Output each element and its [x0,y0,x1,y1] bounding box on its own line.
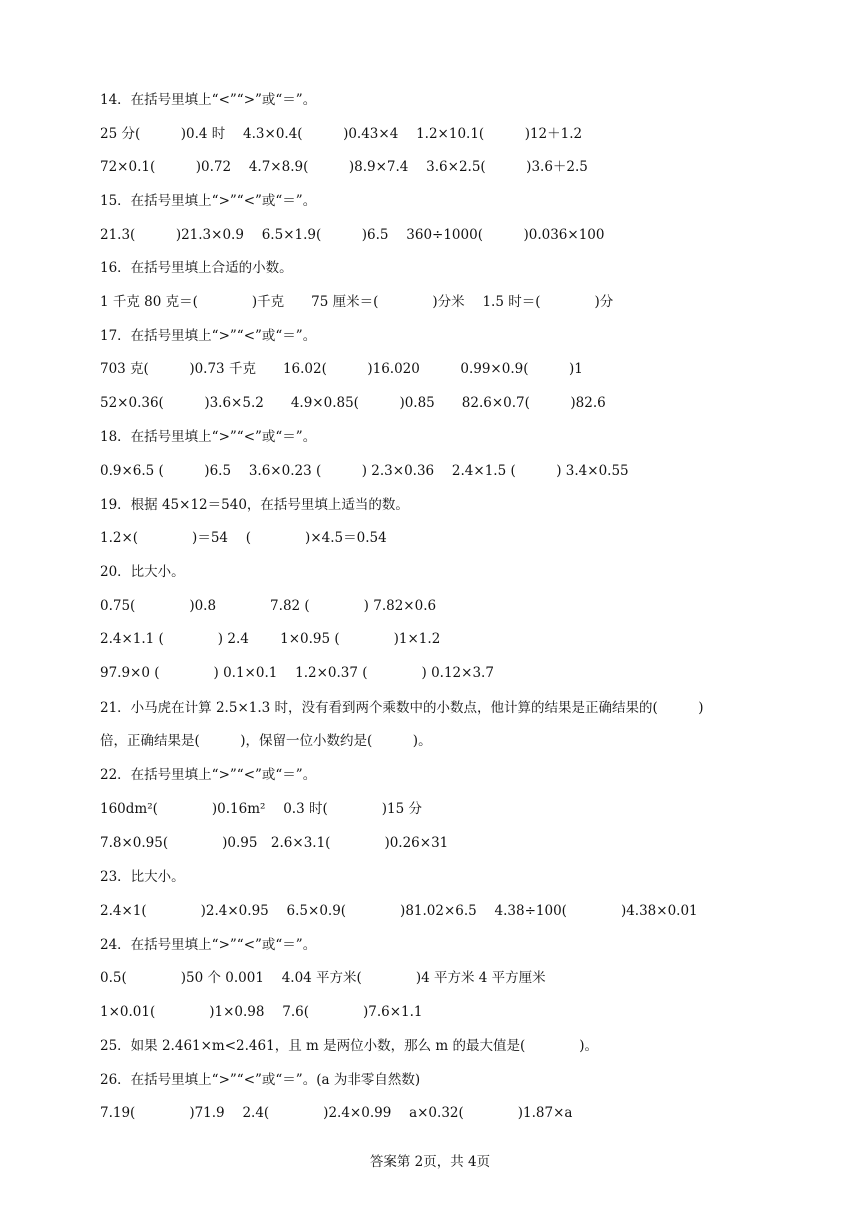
q19-row-1: 1.2×( )＝54 ( )×4.5＝0.54 [100,530,387,546]
q14-title: 14．在括号里填上“<”“>”或“＝”。 [100,92,317,108]
q20-row-1: 0.75( )0.8 7.82 ( ) 7.82×0.6 [100,598,437,614]
page-footer: 答案第 2页，共 4页 [369,1154,491,1170]
q21-text-line-2: 倍，正确结果是( )，保留一位小数约是( )。 [100,733,432,749]
q23-title: 23．比大小。 [100,869,185,885]
q17-row-1: 703 克( )0.73 千克 16.02( )16.020 0.99×0.9( )1 [100,361,583,377]
q21-text-line-1: 21．小马虎在计算 2.5×1.3 时，没有看到两个乘数中的小数点，他计算的结果是正确结果的( ) [100,700,704,716]
q22-row-2: 7.8×0.95( )0.95 2.6×3.1( )0.26×31 [100,835,449,851]
q26-row-1: 7.19( )71.9 2.4( )2.4×0.99 a×0.32( )1.87×a [100,1105,573,1121]
q20-row-3: 97.9×0 ( ) 0.1×0.1 1.2×0.37 ( ) 0.12×3.7 [100,665,494,681]
q24-row-1: 0.5( )50 个 0.001 4.04 平方米( )4 平方米 4 平方厘米 [100,970,546,986]
q17-title: 17．在括号里填上“>”“<”或“＝”。 [100,328,317,344]
q20-title: 20．比大小。 [100,564,185,580]
q16-row-1: 1 千克 80 克＝( )千克 75 厘米＝( )分米 1.5 时＝( )分 [100,294,614,310]
q24-row-2: 1×0.01( )1×0.98 7.6( )7.6×1.1 [100,1004,423,1020]
q24-title: 24．在括号里填上“>”“<”或“＝”。 [100,937,317,953]
q15-title: 15．在括号里填上“>”“<”或“＝”。 [100,193,317,209]
q22-title: 22．在括号里填上“>”“<”或“＝”。 [100,767,317,783]
q16-title: 16．在括号里填上合适的小数。 [100,260,293,276]
q17-row-2: 52×0.36( )3.6×5.2 4.9×0.85( )0.85 82.6×0.7( )82.6 [100,395,606,411]
q20-row-2: 2.4×1.1 ( ) 2.4 1×0.95 ( )1×1.2 [100,631,441,647]
q22-row-1: 160dm²( )0.16m² 0.3 时( )15 分 [100,801,422,817]
q25-text: 25．如果 2.461×m<2.461，且 m 是两位小数，那么 m 的最大值是( )。 [100,1038,598,1054]
q15-row-1: 21.3( )21.3×0.9 6.5×1.9( )6.5 360÷1000( )0.036×100 [100,227,605,243]
q23-row-1: 2.4×1( )2.4×0.95 6.5×0.9( )81.02×6.5 4.38÷100( )4.38×0.01 [100,903,698,919]
q26-title: 26．在括号里填上“>”“<”或“＝”。(a 为非零自然数) [100,1072,421,1088]
q14-row-1: 25 分( )0.4 时 4.3×0.4( )0.43×4 1.2×10.1( )12＋1.2 [100,126,583,142]
q14-row-2: 72×0.1( )0.72 4.7×8.9( )8.9×7.4 3.6×2.5( )3.6＋2.5 [100,159,588,175]
q19-title: 19．根据 45×12＝540，在括号里填上适当的数。 [100,497,409,513]
q18-row-1: 0.9×6.5 ( )6.5 3.6×0.23 ( ) 2.3×0.36 2.4×1.5 ( ) 3.4×0.55 [100,463,629,479]
q18-title: 18．在括号里填上“>”“<”或“＝”。 [100,429,317,445]
